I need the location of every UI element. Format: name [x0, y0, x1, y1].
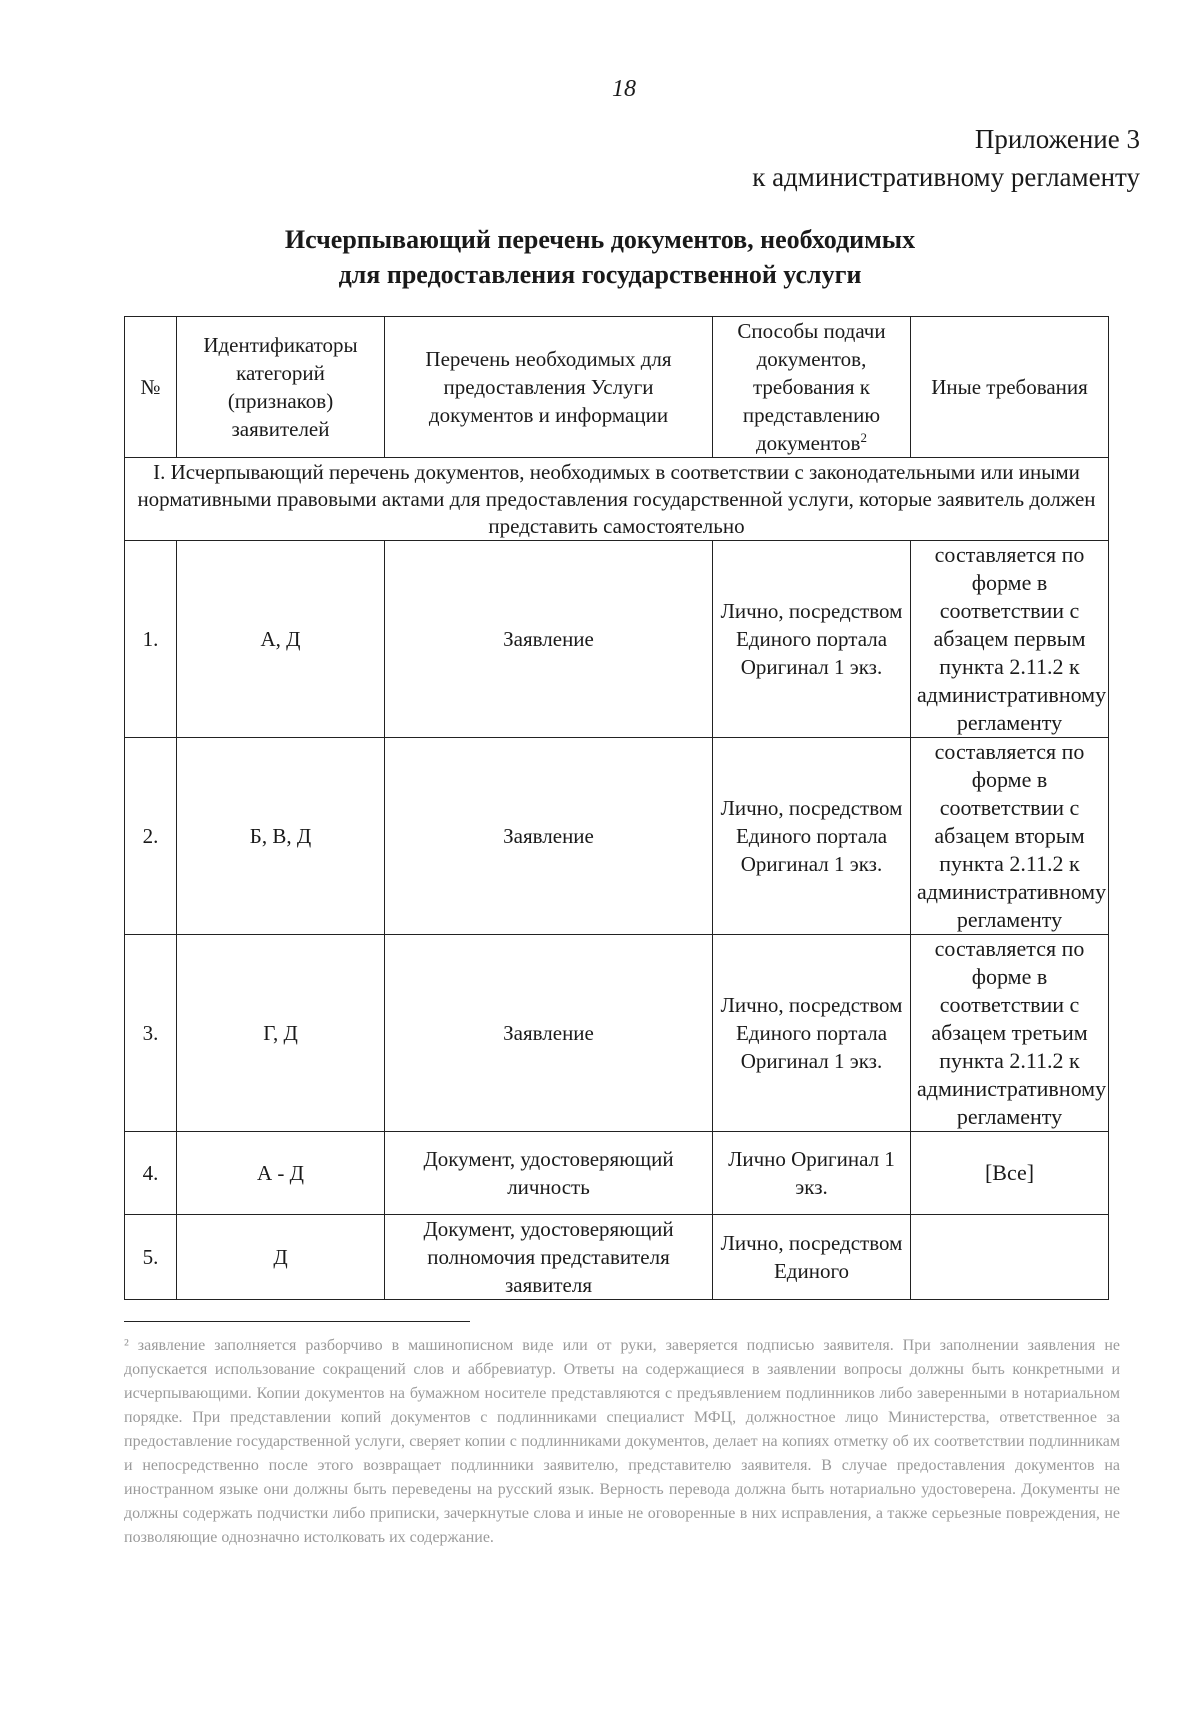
row-document: Заявление — [385, 738, 713, 935]
row-num: 3. — [125, 935, 177, 1132]
row-method: Лично Оригинал 1 экз. — [713, 1132, 911, 1215]
row-method: Лично, посредством Единого портала Оригинал 1 экз. — [713, 738, 911, 935]
row-categories: Д — [177, 1215, 385, 1300]
title-line-2: для предоставления государственной услуги — [338, 260, 862, 289]
page-number: 18 — [612, 76, 636, 102]
row-other: составляется по форме в соответствии с абзацем третьим пункта 2.11.2 к административному регламенту — [911, 935, 1109, 1132]
row-categories: Г, Д — [177, 935, 385, 1132]
table-header-row — [125, 317, 1109, 458]
row-num: 4. — [125, 1132, 177, 1215]
table-row — [125, 1215, 1109, 1300]
row-other: составляется по форме в соответствии с абзацем вторым пункта 2.11.2 к административному регламенту — [911, 738, 1109, 935]
row-other: составляется по форме в соответствии с абзацем первым пункта 2.11.2 к административному регламенту — [911, 541, 1109, 738]
row-other: [Все] — [911, 1132, 1109, 1215]
row-method: Лично, посредством Единого портала Оригинал 1 экз. — [713, 935, 911, 1132]
table-row — [125, 1132, 1109, 1215]
row-categories: А - Д — [177, 1132, 385, 1215]
header-methods — [713, 317, 911, 458]
row-document: Заявление — [385, 935, 713, 1132]
row-categories: Б, В, Д — [177, 738, 385, 935]
row-num: 2. — [125, 738, 177, 935]
header-num: № — [125, 317, 177, 458]
header-other: Иные требования — [911, 317, 1109, 458]
title-line-1: Исчерпывающий перечень документов, необходимых — [284, 225, 916, 254]
table-row — [125, 541, 1109, 738]
document-title — [150, 222, 1050, 292]
row-categories: А, Д — [177, 541, 385, 738]
appendix-line-1: Приложение 3 — [974, 124, 1140, 154]
row-num: 1. — [125, 541, 177, 738]
row-method: Лично, посредством Единого портала Оригинал 1 экз. — [713, 541, 911, 738]
footnote-divider — [124, 1321, 470, 1322]
header-categories: Идентификаторы категорий (признаков) заявителей — [177, 317, 385, 458]
header-documents: Перечень необходимых для предоставления Услуги документов и информации — [385, 317, 713, 458]
table-row — [125, 738, 1109, 935]
section-title: I. Исчерпывающий перечень документов, необходимых в соответствии с законодательными или иными нормативными правовыми актами для предоставления государственной услуги, которые заявитель должен представить самостоятельно — [125, 458, 1109, 541]
table-row — [125, 935, 1109, 1132]
row-other — [911, 1215, 1109, 1300]
row-document: Заявление — [385, 541, 713, 738]
header-methods-text: Способы подачи документов, требования к представлению документов — [737, 319, 886, 455]
appendix-heading — [752, 120, 1140, 196]
appendix-line-2: к административному регламенту — [752, 162, 1140, 192]
documents-table — [124, 316, 1109, 1300]
row-method: Лично, посредством Единого — [713, 1215, 911, 1300]
row-num: 5. — [125, 1215, 177, 1300]
row-document: Документ, удостоверяющий полномочия представителя заявителя — [385, 1215, 713, 1300]
footnote-mark: 2 — [860, 430, 867, 445]
row-document: Документ, удостоверяющий личность — [385, 1132, 713, 1215]
footnote-text: ² заявление заполняется разборчиво в машинописном виде или от руки, заверяется подписью заявителя. При заполнении заявления не допускается использование сокращений слов и аббревиатур. Ответы на содержащиеся в заявлении вопросы должны быть конкретными и исчерпывающими. Копии документов на бумажном носителе представляются с предъявлением подлинников либо заверенными в нотариальном порядке. При представлении копий документов с подлинниками специалист МФЦ, должностное лицо Министерства, ответственное за предоставление государственной услуги, сверяет копии с подлинниками документов, делает на копиях отметку об их соответствии подлинникам и непосредственно после этого возвращает подлинники заявителю, представителю заявителя. В случае предоставления документов на иностранном языке они должны быть переведены на русский язык. Верность перевода должна быть нотариально удостоверена. Документы не должны содержать подчистки либо приписки, зачеркнутые слова и иные не оговоренные в них исправления, а также серьезные повреждения, не позволяющие однозначно истолковать их содержание. — [124, 1337, 1120, 1546]
section-row — [125, 458, 1109, 541]
